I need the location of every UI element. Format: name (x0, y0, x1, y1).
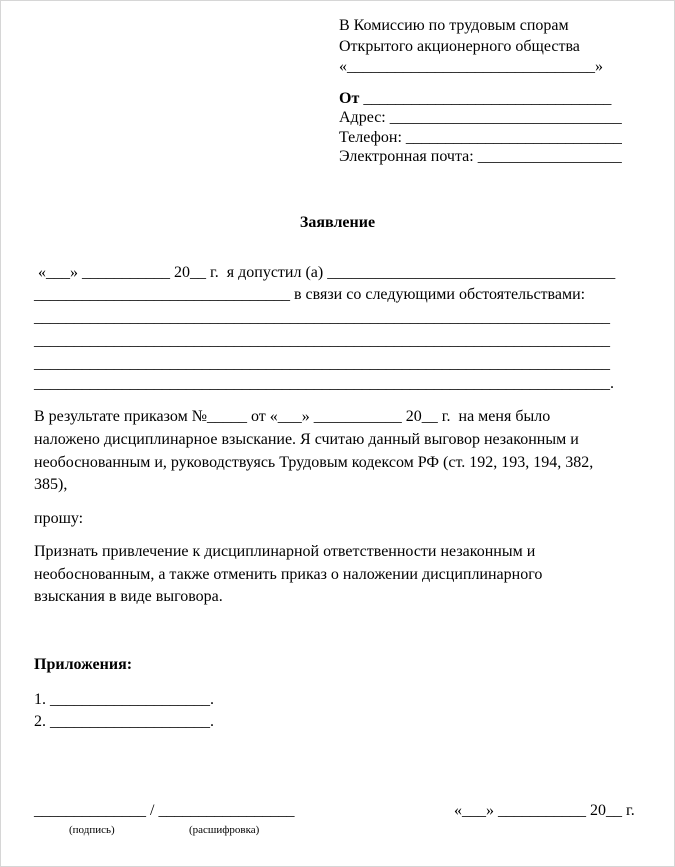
decoding-caption: (расшифровка) (189, 824, 260, 836)
attachment-item-1: 1. ____________________. (34, 691, 214, 708)
result-line-4: 385), (34, 476, 68, 493)
request-label: прошу: (34, 510, 84, 527)
result-line-1: В результате приказом №_____ от «___» ___________ 20__ г. на меня было (34, 408, 551, 425)
email-line: Электронная почта: __________________ (339, 148, 622, 165)
attachments-title: Приложения: (34, 656, 133, 673)
phone-line: Телефон: ___________________________ (339, 129, 622, 146)
intro-line-4: ________________________________________________________________________ (34, 332, 610, 349)
addressee-line-1: В Комиссию по трудовым спорам (339, 17, 569, 34)
address-line: Адрес: _____________________________ (339, 109, 622, 126)
request-line-3: взыскания в виде выговора. (34, 588, 223, 605)
document-title: Заявление (299, 214, 376, 231)
date-line: «___» ___________ 20__ г. (454, 802, 635, 819)
intro-line-1: «___» ___________ 20__ г. я допустил (а) ____________________________________ (34, 264, 616, 281)
intro-line-5: ________________________________________________________________________ (34, 355, 610, 372)
addressee-line-2: Открытого акционерного общества (339, 38, 580, 55)
from-line (339, 89, 611, 109)
intro-line-2: ________________________________ в связи со следующими обстоятельствами: (34, 286, 586, 303)
intro-line-6: ________________________________________________________________________. (34, 375, 614, 392)
intro-line-3: ________________________________________________________________________ (34, 309, 610, 326)
from-label: От (339, 90, 360, 107)
result-line-3: необоснованным и, руководствуясь Трудовым кодексом РФ (ст. 192, 193, 194, 382, (34, 454, 594, 471)
result-line-2: наложено дисциплинарное взыскание. Я считаю данный выговор незаконным и (34, 431, 579, 448)
attachment-item-2: 2. ____________________. (34, 713, 214, 730)
signature-line: ______________ / _________________ (34, 802, 295, 819)
request-line-2: необоснованным, а также отменить приказ о наложении дисциплинарного (34, 566, 543, 583)
request-line-1: Признать привлечение к дисциплинарной ответственности незаконным и (34, 543, 536, 560)
addressee-line-3: «_______________________________» (339, 58, 603, 75)
signature-caption: (подпись) (69, 824, 115, 836)
from-blank: _______________________________ (359, 90, 612, 107)
